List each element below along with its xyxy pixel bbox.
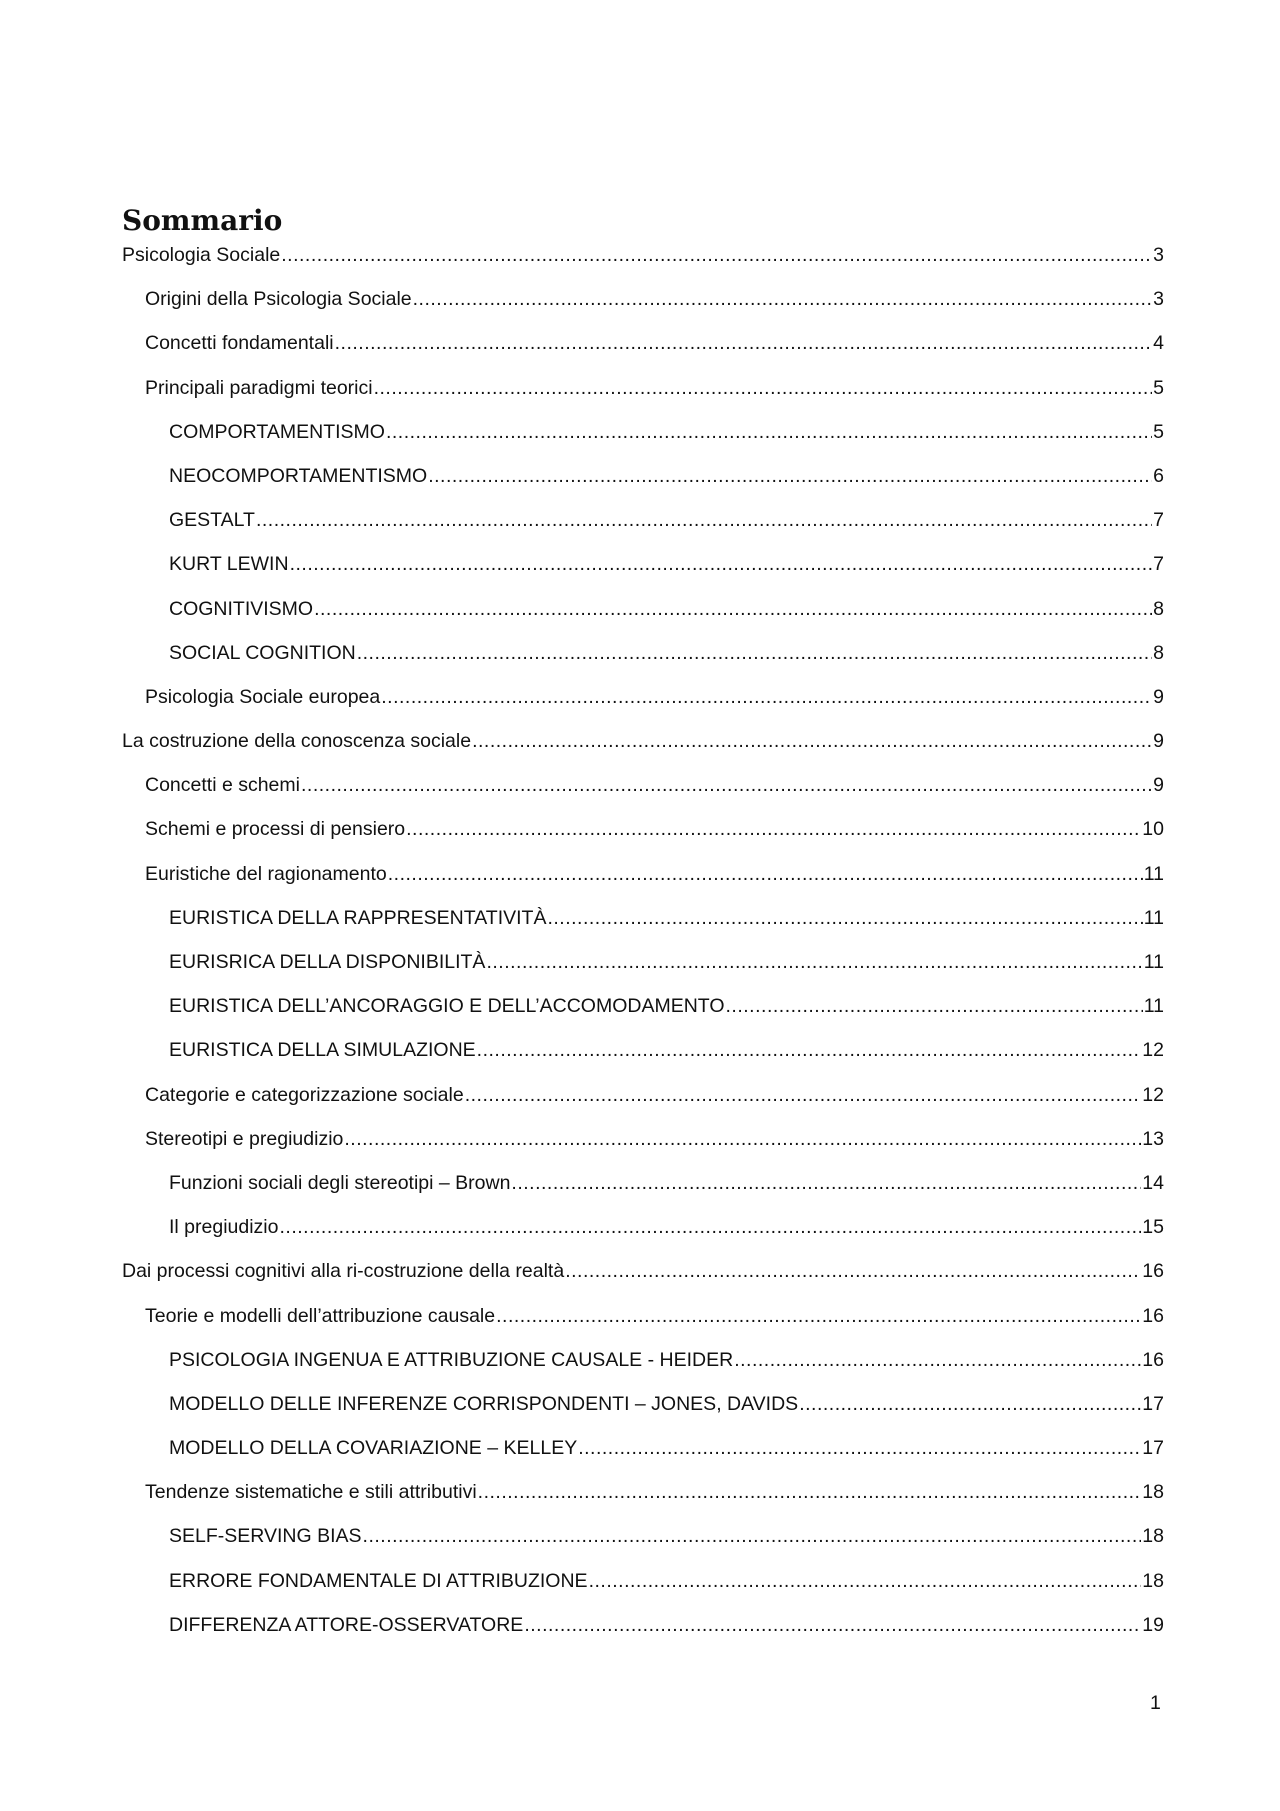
toc-dot-leader (486, 948, 1142, 976)
toc-entry-page-number: 11 (1143, 906, 1164, 929)
toc-entry-page-number: 17 (1142, 1437, 1164, 1460)
toc-entry-page-number: 12 (1142, 1039, 1164, 1062)
toc-dot-leader (589, 1567, 1142, 1595)
toc-dot-leader (381, 683, 1152, 711)
toc-entry-29[interactable] (122, 1478, 1164, 1522)
toc-entry-label: EURISTICA DELLA SIMULAZIONE (169, 1039, 476, 1062)
table-of-contents (122, 241, 1164, 1655)
toc-entry-17[interactable] (122, 948, 1164, 992)
toc-dot-leader (511, 1169, 1141, 1197)
toc-entry-page-number: 7 (1153, 553, 1164, 576)
toc-entry-page-number: 9 (1153, 774, 1164, 797)
toc-entry-label: Categorie e categorizzazione sociale (145, 1083, 464, 1106)
toc-entry-8[interactable] (122, 550, 1164, 594)
toc-dot-leader (734, 1346, 1141, 1374)
toc-entry-27[interactable] (122, 1390, 1164, 1434)
toc-entry-4[interactable] (122, 374, 1164, 418)
toc-dot-leader (335, 329, 1153, 357)
toc-entry-label: Origini della Psicologia Sociale (145, 288, 412, 311)
toc-dot-leader (281, 241, 1152, 269)
toc-entry-30[interactable] (122, 1522, 1164, 1566)
toc-entry-15[interactable] (122, 860, 1164, 904)
toc-entry-19[interactable] (122, 1036, 1164, 1080)
toc-entry-label: Teorie e modelli dell’attribuzione causale (145, 1304, 496, 1327)
toc-entry-12[interactable] (122, 727, 1164, 771)
toc-entry-10[interactable] (122, 639, 1164, 683)
toc-entry-label: MODELLO DELLA COVARIAZIONE – KELLEY (169, 1437, 578, 1460)
toc-entry-page-number: 4 (1153, 332, 1164, 355)
toc-entry-label: La costruzione della conoscenza sociale (122, 730, 472, 753)
toc-entry-label: Schemi e processi di pensiero (145, 818, 406, 841)
toc-entry-20[interactable] (122, 1081, 1164, 1125)
toc-entry-page-number: 12 (1142, 1083, 1164, 1106)
toc-entry-page-number: 9 (1153, 730, 1164, 753)
toc-entry-18[interactable] (122, 992, 1164, 1036)
toc-dot-leader (388, 860, 1143, 888)
toc-entry-label: Concetti e schemi (145, 774, 300, 797)
toc-dot-leader (363, 1522, 1142, 1550)
toc-entry-page-number: 13 (1142, 1127, 1164, 1150)
toc-dot-leader (344, 1125, 1141, 1153)
toc-entry-page-number: 14 (1142, 1171, 1164, 1194)
toc-entry-page-number: 18 (1142, 1525, 1164, 1548)
toc-dot-leader (477, 1036, 1142, 1064)
toc-entry-label: Il pregiudizio (169, 1216, 279, 1239)
toc-dot-leader (413, 285, 1153, 313)
toc-entry-label: COGNITIVISMO (169, 597, 314, 620)
toc-entry-page-number: 8 (1153, 597, 1164, 620)
toc-entry-page-number: 3 (1153, 244, 1164, 266)
toc-dot-leader (290, 550, 1153, 578)
toc-entry-page-number: 18 (1142, 1481, 1164, 1504)
toc-dot-leader (301, 771, 1152, 799)
toc-dot-leader (374, 374, 1153, 402)
toc-entry-label: PSICOLOGIA INGENUA E ATTRIBUZIONE CAUSALE - HEIDER (169, 1348, 734, 1371)
toc-entry-page-number: 9 (1153, 685, 1164, 708)
toc-dot-leader (524, 1611, 1141, 1639)
toc-entry-21[interactable] (122, 1125, 1164, 1169)
toc-entry-14[interactable] (122, 815, 1164, 859)
toc-entry-page-number: 11 (1143, 862, 1164, 885)
toc-entry-page-number: 5 (1153, 420, 1164, 443)
toc-entry-16[interactable] (122, 904, 1164, 948)
toc-entry-label: Funzioni sociali degli stereotipi – Brown (169, 1171, 511, 1194)
toc-entry-page-number: 10 (1142, 818, 1164, 841)
toc-dot-leader (726, 992, 1143, 1020)
toc-entry-label: Euristiche del ragionamento (145, 862, 387, 885)
toc-entry-page-number: 6 (1153, 464, 1164, 487)
toc-dot-leader (357, 639, 1152, 667)
toc-dot-leader (314, 595, 1152, 623)
toc-entry-page-number: 7 (1153, 509, 1164, 532)
toc-entry-page-number: 8 (1153, 641, 1164, 664)
toc-entry-22[interactable] (122, 1169, 1164, 1213)
toc-entry-label: Concetti fondamentali (145, 332, 334, 355)
toc-dot-leader (565, 1257, 1141, 1285)
toc-entry-page-number: 17 (1142, 1392, 1164, 1415)
toc-dot-leader (578, 1434, 1141, 1462)
toc-entry-label: Principali paradigmi teorici (145, 376, 373, 399)
toc-dot-leader (547, 904, 1142, 932)
toc-entry-page-number: 15 (1142, 1216, 1164, 1239)
toc-entry-page-number: 5 (1153, 376, 1164, 399)
toc-entry-page-number: 18 (1142, 1569, 1164, 1592)
toc-entry-label: DIFFERENZA ATTORE-OSSERVATORE (169, 1613, 524, 1636)
toc-dot-leader (386, 418, 1152, 446)
toc-entry-2[interactable] (122, 285, 1164, 329)
toc-entry-7[interactable] (122, 506, 1164, 550)
toc-entry-label: GESTALT (169, 509, 255, 532)
toc-entry-label: EURISTICA DELLA RAPPRESENTATIVITÀ (169, 906, 547, 929)
toc-dot-leader (279, 1213, 1141, 1241)
toc-dot-leader (478, 1478, 1142, 1506)
toc-entry-1[interactable] (122, 241, 1164, 285)
toc-dot-leader (799, 1390, 1141, 1418)
toc-dot-leader (256, 506, 1152, 534)
toc-entry-label: MODELLO DELLE INFERENZE CORRISPONDENTI – JONES, DAVIDS (169, 1392, 799, 1415)
toc-entry-9[interactable] (122, 595, 1164, 639)
toc-entry-page-number: 16 (1142, 1304, 1164, 1327)
toc-entry-26[interactable] (122, 1346, 1164, 1390)
toc-entry-32[interactable] (122, 1611, 1164, 1655)
toc-entry-label: KURT LEWIN (169, 553, 289, 576)
toc-entry-label: NEOCOMPORTAMENTISMO (169, 464, 428, 487)
toc-entry-label: SOCIAL COGNITION (169, 641, 356, 664)
toc-title: Sommario (122, 204, 283, 237)
toc-dot-leader (496, 1302, 1141, 1330)
toc-entry-label: SELF-SERVING BIAS (169, 1525, 362, 1548)
toc-entry-6[interactable] (122, 462, 1164, 506)
toc-entry-page-number: 3 (1153, 288, 1164, 311)
toc-entry-28[interactable] (122, 1434, 1164, 1478)
toc-entry-label: Psicologia Sociale (122, 244, 281, 266)
toc-dot-leader (428, 462, 1152, 490)
toc-entry-label: EURISTICA DELL’ANCORAGGIO E DELL’ACCOMODAMENTO (169, 995, 725, 1018)
toc-dot-leader (465, 1081, 1142, 1109)
toc-dot-leader (406, 815, 1141, 843)
toc-entry-label: Stereotipi e pregiudizio (145, 1127, 344, 1150)
toc-entry-label: Dai processi cognitivi alla ri-costruzione della realtà (122, 1260, 565, 1283)
toc-entry-31[interactable] (122, 1567, 1164, 1611)
toc-entry-page-number: 16 (1142, 1260, 1164, 1283)
toc-entry-page-number: 11 (1143, 995, 1164, 1018)
toc-entry-5[interactable] (122, 418, 1164, 462)
toc-entry-25[interactable] (122, 1302, 1164, 1346)
toc-entry-page-number: 19 (1142, 1613, 1164, 1636)
toc-entry-24[interactable] (122, 1257, 1164, 1301)
toc-entry-label: EURISRICA DELLA DISPONIBILITÀ (169, 951, 486, 973)
toc-entry-page-number: 11 (1143, 951, 1164, 973)
toc-entry-label: Tendenze sistematiche e stili attributivi (145, 1481, 477, 1504)
toc-entry-label: COMPORTAMENTISMO (169, 420, 385, 443)
toc-entry-3[interactable] (122, 329, 1164, 373)
toc-entry-label: ERRORE FONDAMENTALE DI ATTRIBUZIONE (169, 1569, 588, 1592)
toc-entry-23[interactable] (122, 1213, 1164, 1257)
page-number: 1 (1150, 1692, 1161, 1714)
toc-dot-leader (472, 727, 1152, 755)
toc-entry-label: Psicologia Sociale europea (145, 685, 381, 708)
toc-entry-13[interactable] (122, 771, 1164, 815)
toc-entry-page-number: 16 (1142, 1348, 1164, 1371)
toc-entry-11[interactable] (122, 683, 1164, 727)
